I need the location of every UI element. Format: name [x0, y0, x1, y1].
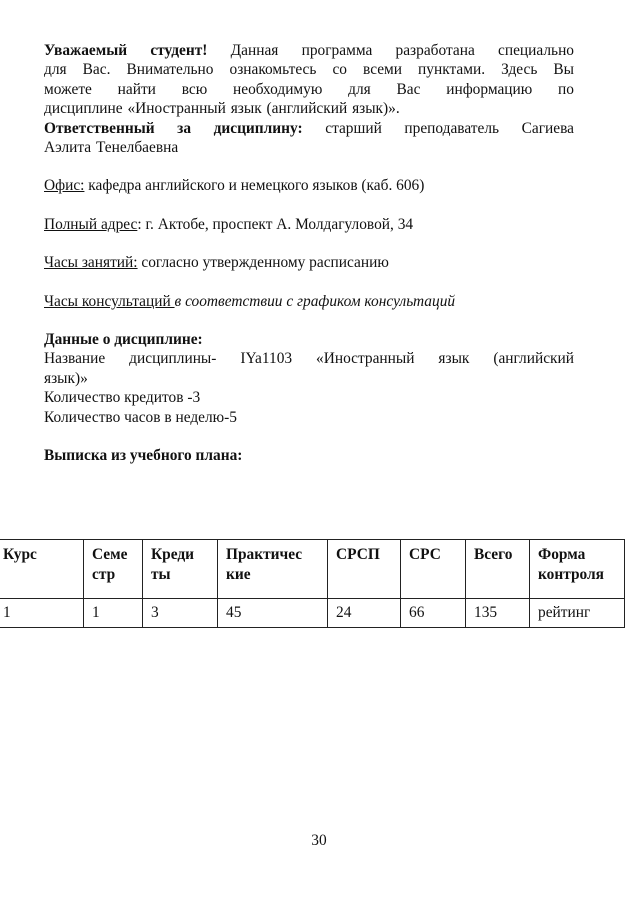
header-credits: Креди ты [143, 540, 218, 599]
cell-srsp: 24 [328, 599, 401, 628]
header-srsp: СРСП [328, 540, 401, 599]
cell-credits: 3 [143, 599, 218, 628]
class-hours-label: Часы занятий: [44, 254, 138, 272]
study-plan-table [0, 539, 625, 628]
header-semester: Семе стр [84, 540, 143, 599]
table-header-row [0, 540, 625, 599]
cell-semester: 1 [84, 599, 143, 628]
office-label: Офис: [44, 177, 85, 195]
intro-line-4: дисциплине «Иностранный язык (английский язык)». [44, 100, 400, 118]
header-control-form: Форма контроля [530, 540, 625, 599]
address-value: : г. Актобе, проспект А. Молдагуловой, 34 [137, 215, 414, 233]
cell-course: 1 [0, 599, 84, 628]
page-content [44, 41, 574, 466]
plan-heading: Выписка из учебного плана: [44, 447, 243, 465]
credits-line: Количество кредитов -3 [44, 389, 201, 407]
page-number: 30 [311, 832, 327, 849]
discipline-name-line-2: язык)» [44, 369, 88, 387]
consult-hours-value: в соответствии с графиком консультаций [174, 292, 456, 310]
cell-total: 135 [466, 599, 530, 628]
discipline-heading: Данные о дисциплине: [44, 331, 203, 349]
responsible-value: старший преподаватель Сагиева [302, 119, 574, 137]
class-hours-value: согласно утвержденному расписанию [137, 254, 389, 272]
header-total: Всего [466, 540, 530, 599]
responsible-name: Аэлита Тенелбаевна [44, 139, 179, 157]
intro-line-2: для Вас. Внимательно ознакомьтесь со всеми пунктами. Здесь Вы [44, 61, 574, 79]
hours-per-week-line: Количество часов в неделю-5 [44, 408, 237, 426]
intro-paragraph [44, 41, 574, 157]
office-value: кафедра английского и немецкого языков (каб. 606) [84, 177, 425, 195]
header-practical: Практичес кие [218, 540, 328, 599]
table-row [0, 599, 625, 628]
header-srs: СРС [401, 540, 466, 599]
consult-hours-label: Часы консультаций [44, 292, 175, 310]
cell-practical: 45 [218, 599, 328, 628]
greeting: Уважаемый студент! [44, 42, 208, 59]
intro-line-3: можете найти всю необходимую для Вас информацию по [44, 80, 574, 98]
cell-control-form: рейтинг [530, 599, 625, 628]
address-label: Полный адрес [44, 215, 138, 233]
header-course: Курс [0, 540, 84, 599]
responsible-label: Ответственный за дисциплину: [44, 119, 303, 137]
office-line [44, 176, 574, 195]
discipline-name-line-1: Название дисциплины- IYa1103 «Иностранный язык (английский [44, 350, 574, 368]
intro-line-1: Данная программа разработана специально [207, 42, 574, 59]
address-line [44, 215, 574, 234]
consult-hours-line [44, 292, 574, 311]
class-hours-line [44, 253, 574, 272]
cell-srs: 66 [401, 599, 466, 628]
